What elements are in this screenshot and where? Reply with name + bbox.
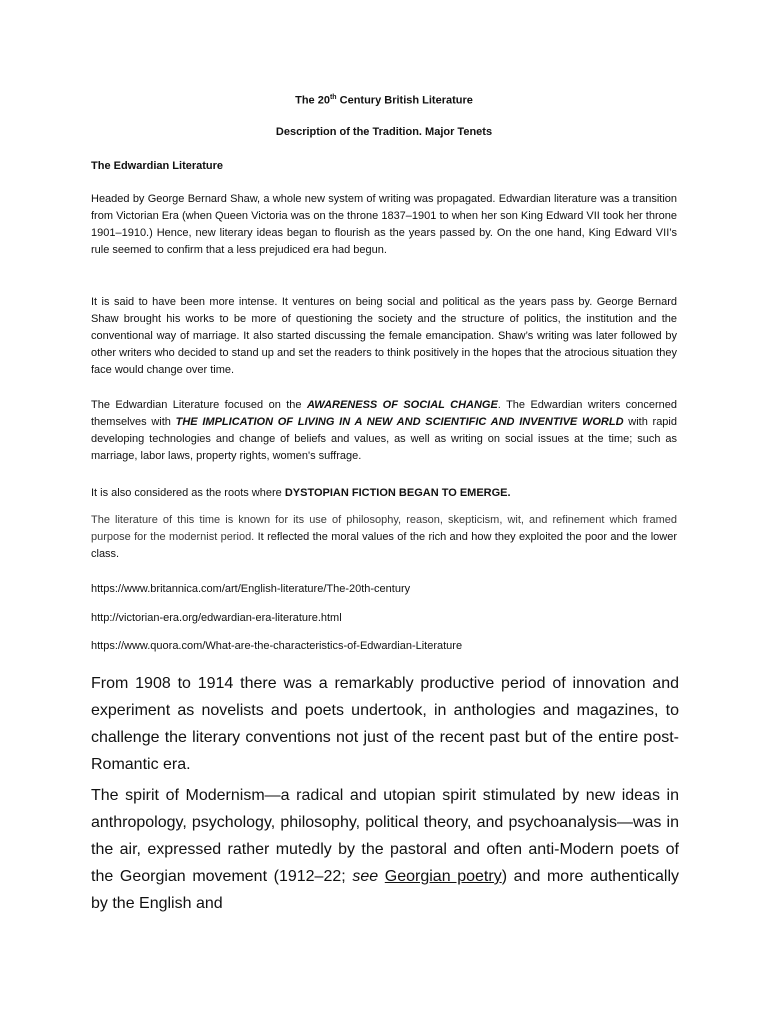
large-paragraph-1: From 1908 to 1914 there was a remarkably productive period of innovation and experiment as novelists and poets undertook, in anthologies and magazines, to challenge the literary conventions not just of the recent past but of the entire post-Romantic era. <box>91 675 679 773</box>
source-link-britannica[interactable]: https://www.britannica.com/art/English-literature/The-20th-century <box>91 583 411 595</box>
large-paragraph-2: The spirit of Modernism—a radical and utopian spirit stimulated by new ideas in anthropology, psychology, philosophy, political theory, and psychoanalysis—was in the air, expressed rather mutedly by the pastoral and often anti-Modern poets of the Georgian movement (1912–22; see Georgian poetry) and more authentically by the English and <box>91 787 680 912</box>
paragraph-5: The literature of this time is known for its use of philosophy, reason, skepticism, wit, and refinement which framed purpose for the modernist period. It reflected the moral values of the rich and how they exploited the poor and the lower class. <box>91 514 677 560</box>
paragraph-3: The Edwardian Literature focused on the AWARENESS OF SOCIAL CHANGE. The Edwardian writers concerned themselves with THE IMPLICATION OF LIVING IN A NEW AND SCIENTIFIC AND INVENTIVE WORLD with rapid developing technologies and change of beliefs and values, as well as writing on social issues at the time; such as marriage, labor laws, property rights, women's suffrage. <box>91 399 677 462</box>
page-title: The 20th Century British Literature <box>295 94 473 107</box>
paragraph-2: It is said to have been more intense. It ventures on being social and political as the years pass by. George Bernard Shaw brought his works to be more of questioning the society and the structure of politics, the institution and the conventional way of marriage. It also started discussing the female emancipation. Shaw’s writing was later followed by other writers who decided to stand up and set the readers to think positively in the hopes that the atrocious situation they face would change over time. <box>91 296 677 376</box>
source-link-victorian-era[interactable]: http://victorian-era.org/edwardian-era-literature.html <box>91 612 342 624</box>
paragraph-1: Headed by George Bernard Shaw, a whole new system of writing was propagated. Edwardian literature was a transition from Victorian Era (when Queen Victoria was on the throne 1837–1901 to when her son King Edward VII took her throne 1901–1910.) Hence, new literary ideas began to flourish as the years passed by. On the one hand, King Edward VII’s rule seemed to confirm that a less prejudiced era had begun. <box>91 193 677 256</box>
section-heading: The Edwardian Literature <box>91 160 224 172</box>
page-subtitle: Description of the Tradition. Major Tenets <box>275 126 493 138</box>
georgian-poetry-link[interactable]: Georgian poetry <box>384 868 502 885</box>
paragraph-4: It is also considered as the roots where DYSTOPIAN FICTION BEGAN TO EMERGE. <box>91 487 511 499</box>
source-link-quora[interactable]: https://www.quora.com/What-are-the-characteristics-of-Edwardian-Literature <box>91 640 463 652</box>
